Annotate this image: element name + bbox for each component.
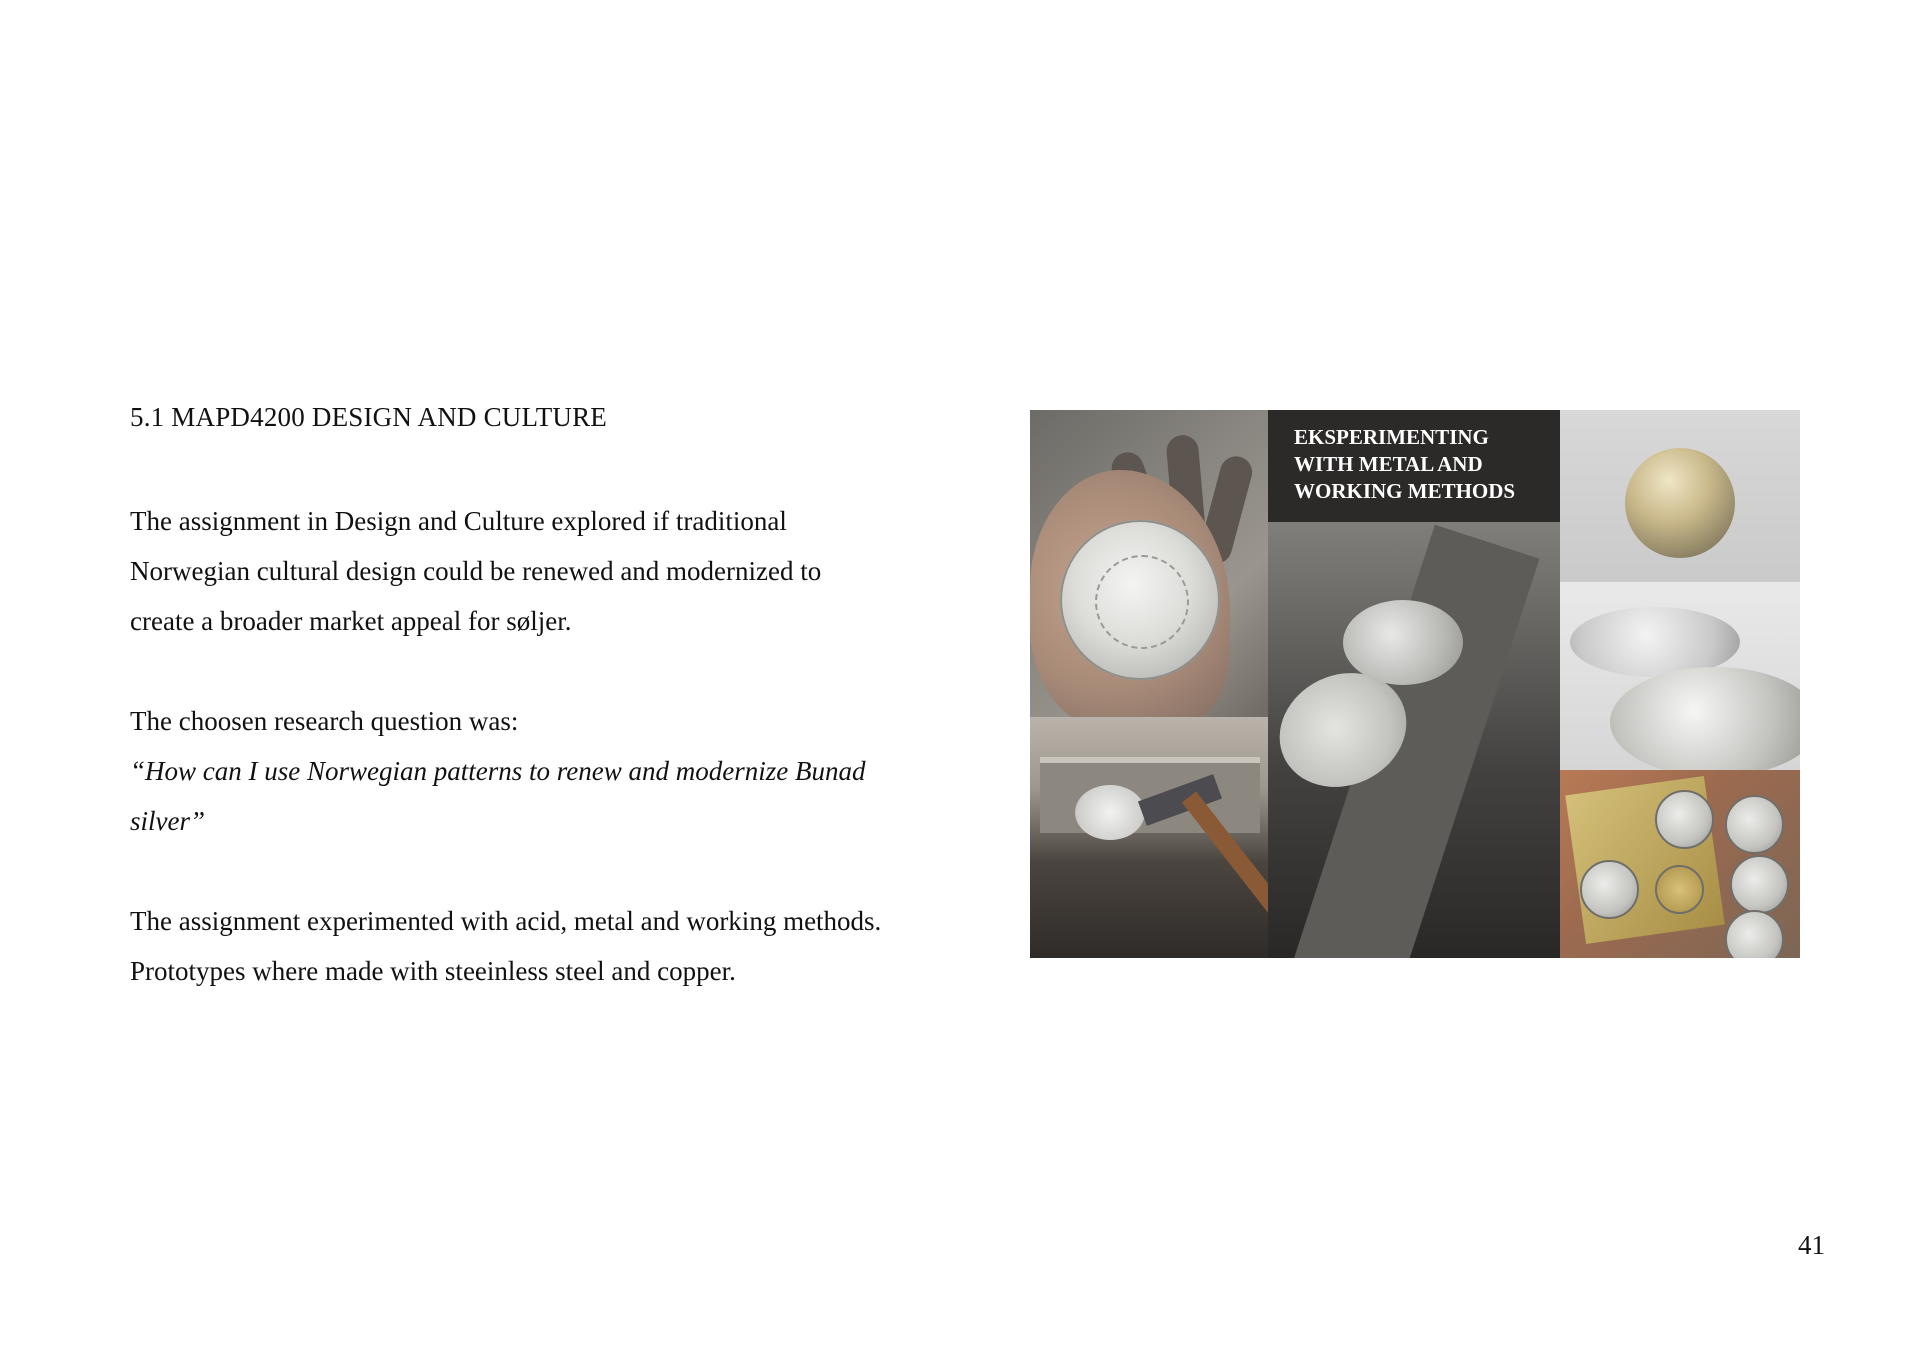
section-heading: 5.1 MAPD4200 DESIGN AND CULTURE: [130, 402, 607, 432]
collage-title-line: WITH METAL AND: [1294, 452, 1483, 476]
intro-paragraph: [130, 496, 821, 646]
photo-brass-sheet-with-discs: [1560, 770, 1800, 958]
photo-collage: [1030, 410, 1800, 958]
photo-hammer-on-anvil: [1030, 717, 1268, 958]
collage-title-line: WORKING METHODS: [1294, 479, 1516, 503]
text-line: The assignment experimented with acid, metal and working methods.: [130, 906, 882, 936]
text-line: Prototypes where made with steeinless steel and copper.: [130, 956, 736, 986]
question-label: The choosen research question was:: [130, 706, 519, 736]
method-paragraph: [130, 896, 881, 996]
collage-title-line: EKSPERIMENTING: [1294, 425, 1489, 449]
photo-stacked-discs: [1560, 582, 1800, 770]
text-line: create a broader market appeal for søljer.: [130, 606, 572, 636]
photo-hand-holding-disc: [1030, 410, 1268, 717]
collage-title-label: [1268, 410, 1560, 522]
research-question-paragraph: [130, 696, 865, 846]
text-line: Norwegian cultural design could be renewed and modernized to: [130, 556, 822, 586]
research-question-line: silver”: [130, 806, 206, 836]
photo-hammered-dome: [1560, 410, 1800, 582]
research-question-line: “How can I use Norwegian patterns to renew and modernize Bunad: [130, 756, 866, 786]
page-number: 41: [1798, 1230, 1825, 1260]
text-line: The assignment in Design and Culture explored if traditional: [130, 506, 787, 536]
